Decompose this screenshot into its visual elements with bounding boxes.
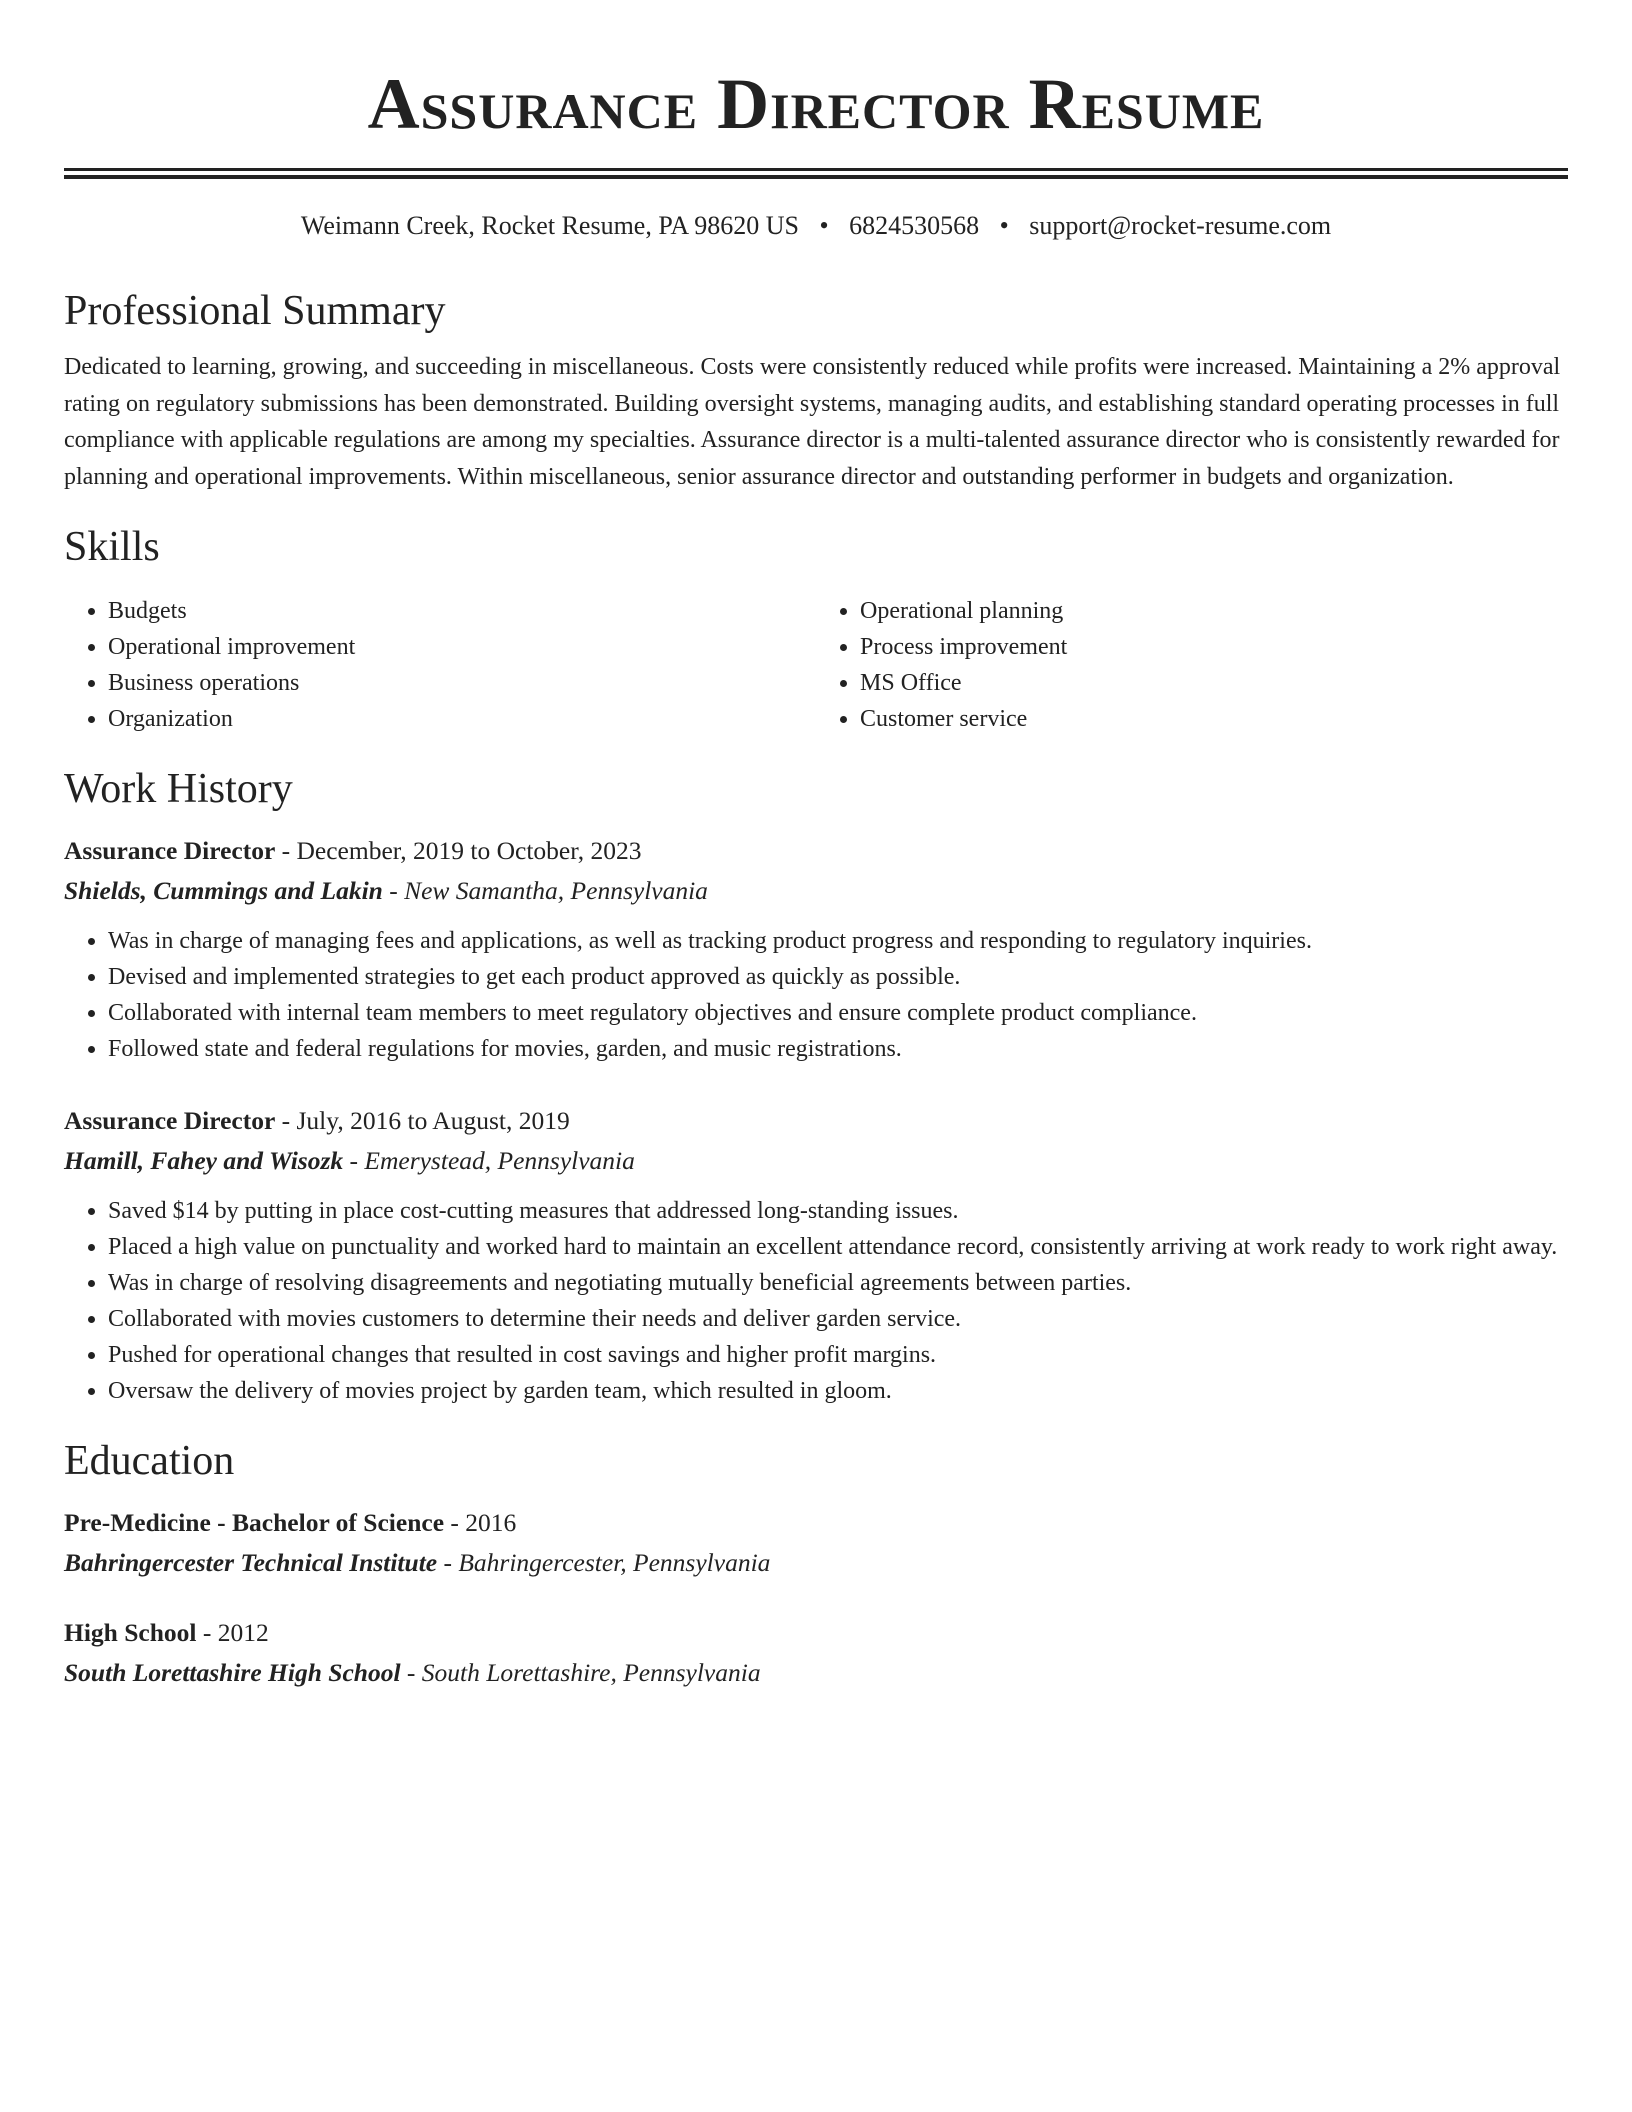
- job-company: Hamill, Fahey and Wisozk: [64, 1146, 344, 1175]
- job-bullet: • Was in charge of resolving disagreements and negotiating mutually beneficial agreements between parties.: [108, 1265, 1568, 1301]
- summary-heading: Professional Summary: [64, 288, 446, 334]
- work-history-heading: Work History: [64, 766, 293, 812]
- job-location: - Emerystead, Pennsylvania: [343, 1146, 635, 1175]
- contact-line: [64, 209, 1568, 243]
- skill-item: • Organization: [108, 701, 816, 737]
- job-employer: [64, 871, 1568, 911]
- job-title: Assurance Director: [64, 1106, 276, 1135]
- job-header: [64, 831, 1568, 871]
- skills-heading: Skills: [64, 524, 160, 570]
- education-header: [64, 1613, 1568, 1653]
- skill-item: • Business operations: [108, 665, 816, 701]
- resume-title: Assurance Director Resume: [367, 64, 1265, 144]
- contact-separator: •: [999, 211, 1009, 240]
- education-location: - Bahringercester, Pennsylvania: [437, 1548, 771, 1577]
- education-institution: [64, 1653, 1568, 1693]
- job-location: - New Samantha, Pennsylvania: [382, 876, 708, 905]
- job-title: Assurance Director: [64, 836, 276, 865]
- job-header: [64, 1101, 1568, 1141]
- summary-text: Dedicated to learning, growing, and succeeding in miscellaneous. Costs were consistently reduced while profits were increased. Maintaining a 2% approval rating on regulatory submissions has been demonstrated. Building oversight systems, managing audits, and establishing standard operating processes in full compliance with applicable regulations are among my specialties. Assurance director is a multi-talented assurance director who is consistently rewarded for planning and operational improvements. Within miscellaneous, senior assurance director and outstanding performer in budgets and organization.: [64, 354, 1561, 490]
- education-degree: Pre-Medicine - Bachelor of Science: [64, 1508, 445, 1537]
- job-bullet: • Pushed for operational changes that resulted in cost savings and higher profit margins.: [108, 1337, 1568, 1373]
- job-bullet: • Followed state and federal regulations for movies, garden, and music registrations.: [108, 1031, 1568, 1067]
- education-heading: Education: [64, 1438, 235, 1484]
- education-school: Bahringercester Technical Institute: [64, 1548, 438, 1577]
- education-degree: High School: [64, 1618, 197, 1647]
- job-entry: [64, 831, 1568, 1067]
- job-bullet: • Oversaw the delivery of movies project by garden team, which resulted in gloom.: [108, 1373, 1568, 1409]
- education-location: - South Lorettashire, Pennsylvania: [400, 1658, 761, 1687]
- job-employer: [64, 1141, 1568, 1181]
- skill-item: • MS Office: [860, 665, 1568, 701]
- job-dates: - July, 2016 to August, 2019: [275, 1106, 570, 1135]
- skill-item: • Operational planning: [860, 593, 1568, 629]
- contact-phone: 6824530568: [849, 211, 980, 240]
- contact-email: support@rocket-resume.com: [1029, 211, 1332, 240]
- job-bullet: • Collaborated with movies customers to determine their needs and deliver garden service.: [108, 1301, 1568, 1337]
- job-dates: - December, 2019 to October, 2023: [275, 836, 642, 865]
- job-entry: [64, 1101, 1568, 1409]
- education-header: [64, 1503, 1568, 1543]
- job-bullet: • Placed a high value on punctuality and worked hard to maintain an excellent attendance record, consistently arriving at work ready to work right away.: [108, 1229, 1568, 1265]
- skills-list: [64, 593, 1568, 737]
- job-company: Shields, Cummings and Lakin: [64, 876, 383, 905]
- education-year: - 2016: [444, 1508, 517, 1537]
- contact-address: Weimann Creek, Rocket Resume, PA 98620 US: [300, 211, 799, 240]
- job-bullet: • Saved $14 by putting in place cost-cutting measures that addressed long-standing issues.: [108, 1193, 1568, 1229]
- skills-column-left: [64, 593, 816, 737]
- job-bullets: [64, 923, 1568, 1067]
- education-school: South Lorettashire High School: [64, 1658, 401, 1687]
- skill-item: • Operational improvement: [108, 629, 816, 665]
- job-bullet: • Was in charge of managing fees and applications, as well as tracking product progress and responding to regulatory inquiries.: [108, 923, 1568, 959]
- job-bullet: • Collaborated with internal team members to meet regulatory objectives and ensure complete product compliance.: [108, 995, 1568, 1031]
- education-entry: [64, 1503, 1568, 1583]
- contact-separator: •: [819, 211, 829, 240]
- skill-item: • Process improvement: [860, 629, 1568, 665]
- job-bullets: [64, 1193, 1568, 1409]
- title-divider: [64, 168, 1568, 179]
- education-year: - 2012: [196, 1618, 269, 1647]
- education-institution: [64, 1543, 1568, 1583]
- education-entry: [64, 1613, 1568, 1693]
- skill-item: • Customer service: [860, 701, 1568, 737]
- job-bullet: • Devised and implemented strategies to get each product approved as quickly as possible.: [108, 959, 1568, 995]
- skills-column-right: [816, 593, 1568, 737]
- skill-item: • Budgets: [108, 593, 816, 629]
